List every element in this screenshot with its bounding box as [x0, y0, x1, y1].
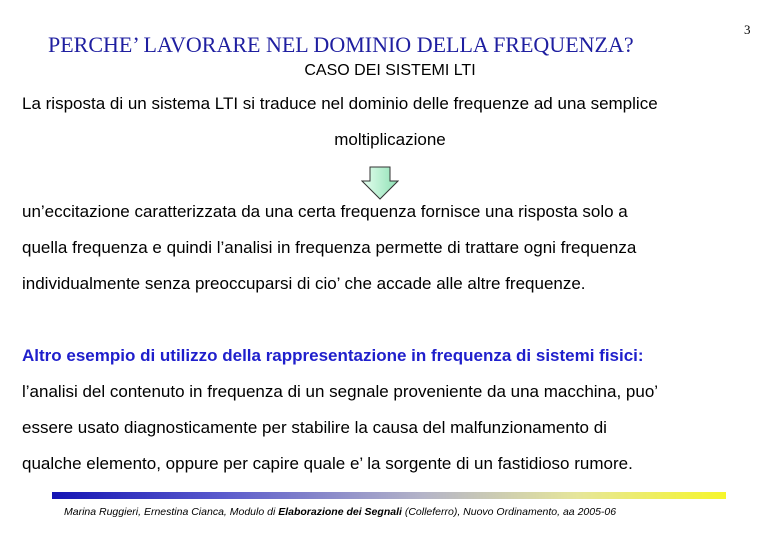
highlight-heading: Altro esempio di utilizzo della rappresentazione in frequenza di sistemi fisici: [22, 346, 644, 365]
footer-credits [64, 506, 616, 518]
paragraph2-line: qualche elemento, oppure per capire quale e’ la sorgente di un fastidioso rumore. [22, 454, 633, 473]
paragraph1-line: un’eccitazione caratterizzata da una certa frequenza fornisce una risposta solo a [22, 202, 628, 221]
footer-course: Elaborazione dei Segnali [278, 506, 402, 518]
slide-subtitle: CASO DEI SISTEMI LTI [304, 62, 476, 79]
page-number: 3 [744, 22, 751, 37]
paragraph2-line: essere usato diagnosticamente per stabilire la causa del malfunzionamento di [22, 418, 607, 437]
intro-line-1: La risposta di un sistema LTI si traduce nel dominio delle frequenze ad una semplice [22, 94, 658, 113]
paragraph2-line: l’analisi del contenuto in frequenza di un segnale proveniente da una macchina, puo’ [22, 382, 659, 401]
paragraph1-line: quella frequenza e quindi l’analisi in frequenza permette di trattare ogni frequenza [22, 238, 637, 257]
down-arrow-icon [361, 166, 399, 200]
footer-rest: (Colleferro), Nuovo Ordinamento, aa 2005-06 [401, 506, 617, 518]
footer-authors: Marina Ruggieri, Ernestina Cianca, Modulo di [64, 506, 279, 518]
slide-title: PERCHE’ LAVORARE NEL DOMINIO DELLA FREQUENZA? [48, 32, 634, 57]
intro-line-2: moltiplicazione [334, 130, 446, 149]
paragraph1-line: individualmente senza preoccuparsi di cio’ che accade alle altre frequenze. [22, 274, 586, 293]
footer-gradient-bar [52, 492, 726, 499]
